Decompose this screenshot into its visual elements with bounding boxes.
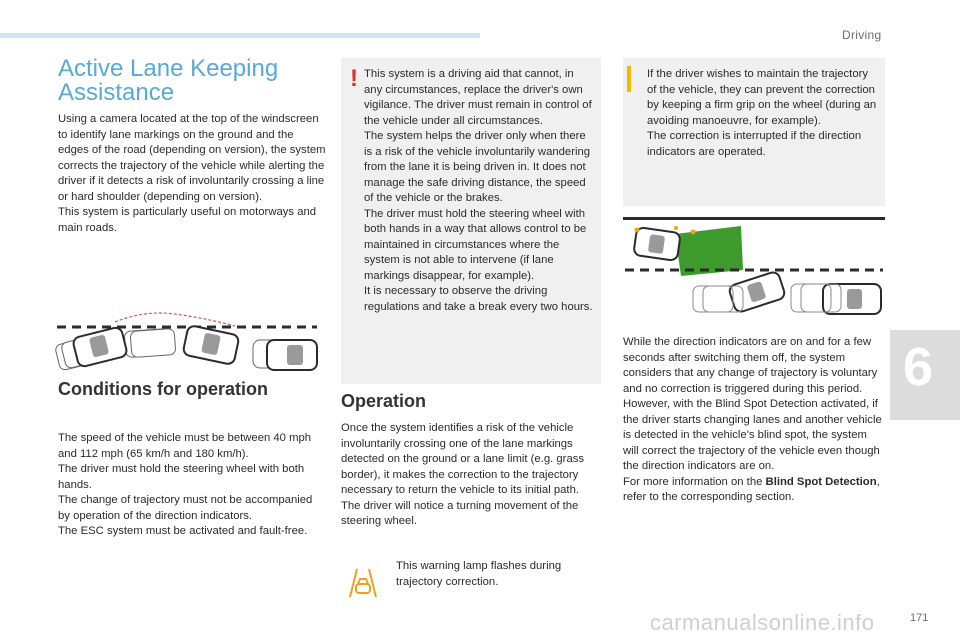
conditions-paragraph: The speed of the vehicle must be between 40 mph and 112 mph (65 km/h and 180 km/h). The driver must hold the steering wheel with both hands. The change of trajectory must not be accompanied by operation of the direction indicators. The ESC system must be activated and fault-free. [58,432,313,537]
warning-icon: ! [350,65,358,92]
blind-spot-illustration [623,222,885,322]
info-note-box [623,58,885,206]
lane-keeping-illustration [55,300,323,378]
chapter-number: 6 [903,337,934,397]
info-note-text: If the driver wishes to maintain the trajectory of the vehicle, they can prevent the correction by keeping a firm grip on the wheel (during an avoiding manoeuvre, for example). The correction is interrupted if the direction indicators are operated. [647,68,877,158]
operation-heading: Operation [341,391,427,411]
intro-paragraph: Using a camera located at the top of the windscreen to identify lane markings on the ground and the edges of the road (depending on version), the system corrects the trajectory of the vehicle while alerting the driver if it detects a risk of involuntarily crossing a line or hard shoulder (depending on version). This system is particularly useful on motorways and main roads. [58,113,326,234]
watermark: carmanualsonline.info [650,610,875,635]
blind-spot-link-text: Blind Spot Detection [765,475,877,488]
figure-divider [623,217,885,220]
right-text-before: While the direction indicators are on and for a few seconds after switching them off, the system considers that any change of trajectory is voluntary and no correction is triggered during this period. However, with the Blind Spot Detection activated, if the driver starts changing lanes and another vehicle is detected in the vehicle's blind spot, the system will correct the trajectory of the vehicle even though the direction indicators are on. For more information on the [623,336,882,488]
warning-note-box [341,58,601,384]
lamp-description: This warning lamp flashes during trajectory correction. [396,560,562,588]
info-icon [627,66,631,92]
right-text-after: , refer to the corresponding section. [623,475,880,503]
chapter-title: Driving [842,28,882,42]
warning-note-text: This system is a driving aid that cannot, in any circumstances, replace the driver's own vigilance. The driver must remain in control of the vehicle under all circumstances. The system helps the driver only when there is a risk of the vehicle involuntarily wandering from the lane it is being driven in. It does not manage the safe driving distance, the speed of the vehicle or the brakes. The driver must hold the steering wheel with both hands in a way that allows control to be maintained in circumstances where the system is not able to intervene (if lane markings disappear, for example). It is necessary to observe the driving regulations and take a break every two hours. [364,68,593,313]
page-title: Active Lane Keeping Assistance [58,55,279,106]
operation-paragraph: Once the system identifies a risk of the vehicle involuntarily crossing one of the lane markings detected on the ground or a lane limit (e.g. grass border), it makes the correction to the trajectory necessary to return the vehicle to its initial path. The driver will notice a turning movement of the steering wheel. [341,422,585,527]
conditions-heading: Conditions for operation [58,379,268,399]
right-column-paragraph [623,335,885,506]
page-number: 171 [910,612,929,624]
header-accent-bar [0,33,480,38]
lane-departure-lamp-icon [346,565,380,599]
